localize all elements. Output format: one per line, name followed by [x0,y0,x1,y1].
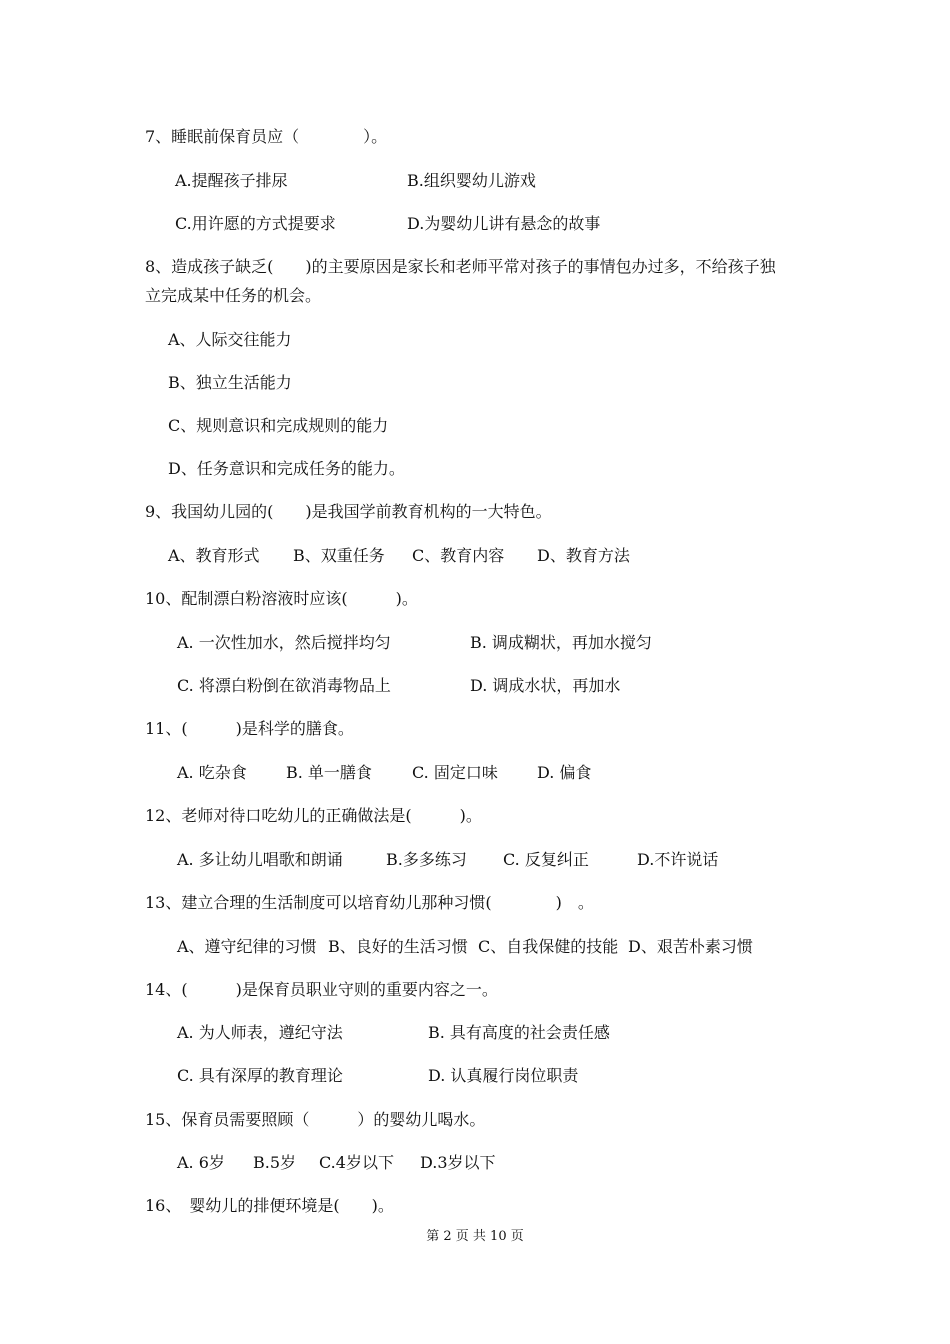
question-11-option-d: D. 偏食 [537,763,592,782]
question-16-stem: 16、 婴幼儿的排便环境是( )。 [145,1196,394,1215]
question-13-option-a: A、遵守纪律的习惯 [177,937,317,956]
question-12-option-b: B.多多练习 [386,850,467,869]
question-11-option-b: B. 单一膳食 [286,763,372,782]
question-9-option-c: C、教育内容 [412,546,505,565]
question-10-option-d: D. 调成水状，再加水 [470,676,621,695]
question-13-stem: 13、建立合理的生活制度可以培育幼儿那种习惯( ) 。 [145,893,594,912]
question-8-option-b: B、独立生活能力 [168,373,292,392]
question-8-option-d: D、任务意识和完成任务的能力。 [168,459,405,478]
question-8-option-c: C、规则意识和完成规则的能力 [168,416,389,435]
question-8-stem-line-2: 立完成某中任务的机会。 [145,286,322,305]
question-8-stem-line-1: 8、造成孩子缺乏( )的主要原因是家长和老师平常对孩子的事情包办过多，不给孩子独 [145,257,776,276]
question-12-stem: 12、老师对待口吃幼儿的正确做法是( )。 [145,806,482,825]
question-15-option-a: A. 6岁 [177,1153,225,1172]
question-13-option-d: D、艰苦朴素习惯 [628,937,753,956]
question-12-option-d: D.不许说话 [637,850,719,869]
question-9-option-a: A、教育形式 [168,546,260,565]
question-8-option-a: A、人际交往能力 [168,330,292,349]
page-footer: 第 2 页 共 10 页 [426,1229,524,1244]
question-7-option-d: D.为婴幼儿讲有悬念的故事 [407,214,601,233]
question-11-option-a: A. 吃杂食 [177,763,247,782]
question-7-option-a: A.提醒孩子排尿 [175,171,288,190]
question-7-option-b: B.组织婴幼儿游戏 [407,171,536,190]
question-10-option-c: C. 将漂白粉倒在欲消毒物品上 [177,676,391,695]
question-7-option-c: C.用许愿的方式提要求 [175,214,336,233]
question-15-option-b: B.5岁 [253,1153,297,1172]
question-11-stem: 11、( )是科学的膳食。 [145,719,354,738]
question-11-option-c: C. 固定口味 [412,763,498,782]
question-9-option-b: B、双重任务 [293,546,385,565]
question-9-option-d: D、教育方法 [537,546,630,565]
question-10-option-b: B. 调成糊状，再加水搅匀 [470,633,652,652]
question-7-stem: 7、睡眠前保育员应（ ）。 [145,127,388,146]
question-9-stem: 9、我国幼儿园的( )是我国学前教育机构的一大特色。 [145,502,552,521]
question-14-option-b: B. 具有高度的社会责任感 [428,1023,610,1042]
question-13-option-c: C、自我保健的技能 [478,937,619,956]
question-14-option-c: C. 具有深厚的教育理论 [177,1066,343,1085]
question-14-option-d: D. 认真履行岗位职责 [428,1066,579,1085]
question-10-stem: 10、配制漂白粉溶液时应该( )。 [145,589,418,608]
question-15-option-d: D.3岁以下 [420,1153,496,1172]
question-14-option-a: A. 为人师表，遵纪守法 [177,1023,343,1042]
question-12-option-c: C. 反复纠正 [503,850,589,869]
question-15-option-c: C.4岁以下 [319,1153,394,1172]
question-15-stem: 15、保育员需要照顾（ ）的婴幼儿喝水。 [145,1110,486,1129]
question-12-option-a: A. 多让幼儿唱歌和朗诵 [177,850,343,869]
question-13-option-b: B、良好的生活习惯 [328,937,468,956]
question-14-stem: 14、( )是保育员职业守则的重要内容之一。 [145,980,498,999]
question-10-option-a: A. 一次性加水，然后搅拌均匀 [177,633,391,652]
